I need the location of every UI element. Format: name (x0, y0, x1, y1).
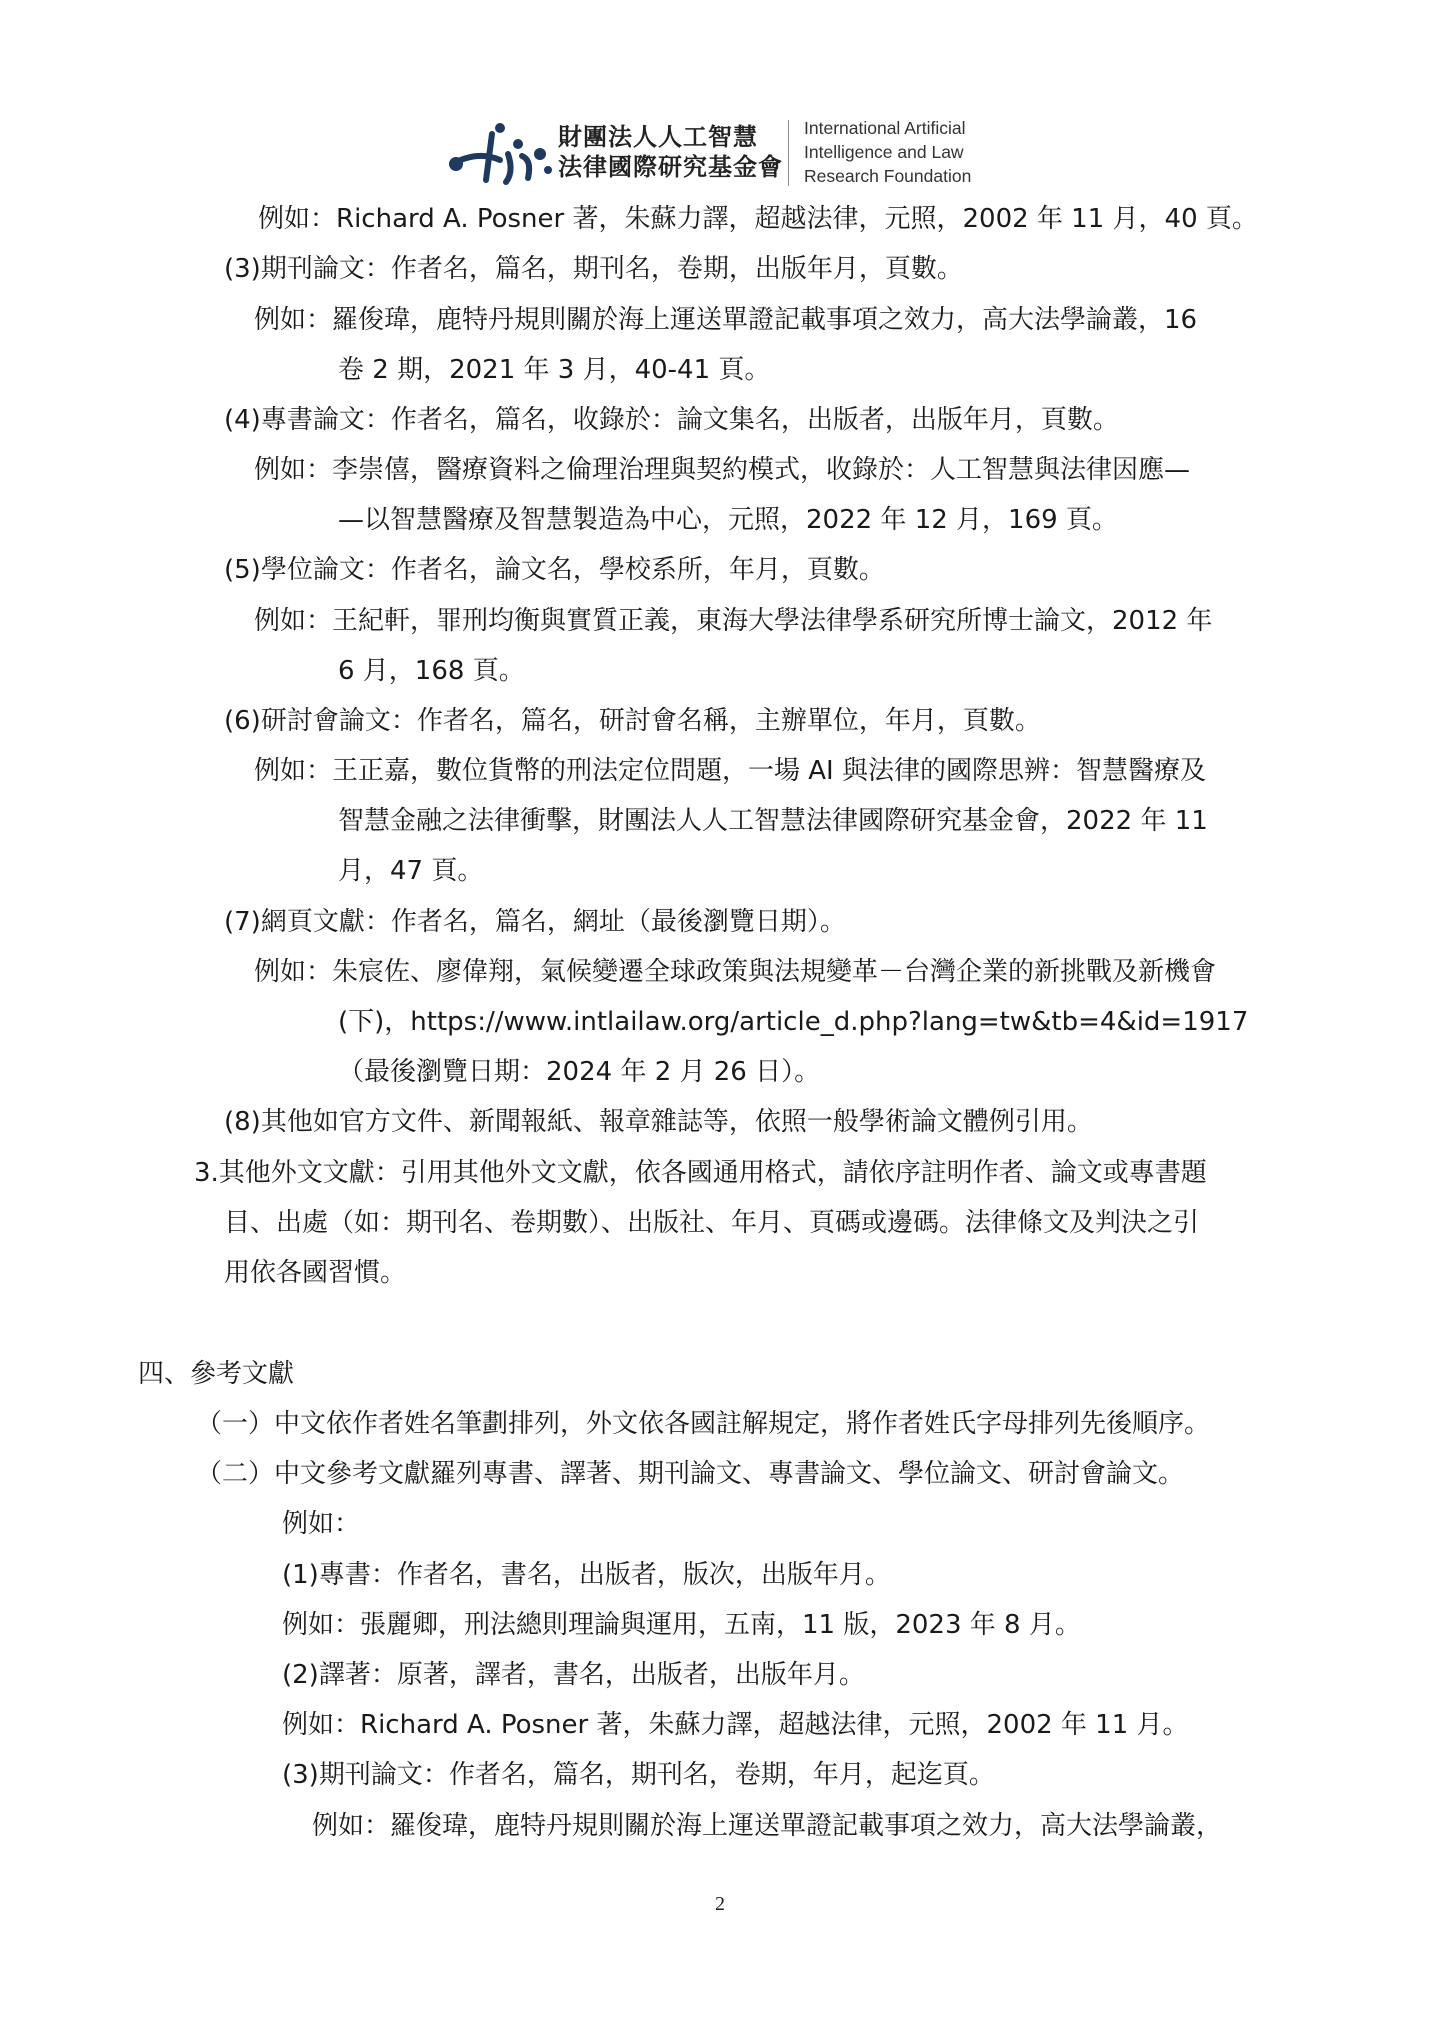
text-line: 例如：李崇僖，醫療資料之倫理治理與契約模式，收錄於：人工智慧與法律因應— (254, 455, 1191, 485)
text-line: (3)期刊論文：作者名，篇名，期刊名，卷期，年月，起迄頁。 (282, 1760, 995, 1790)
foundation-logo-icon (448, 120, 558, 190)
page-header (448, 112, 1008, 194)
text-line: 智慧金融之法律衝擊，財團法人人工智慧法律國際研究基金會，2022 年 11 (338, 806, 1208, 836)
text-line: 例如：Richard A. Posner 著，朱蘇力譯，超越法律，元照，2002 年 11 月。 (282, 1710, 1189, 1740)
text-line: 例如： (282, 1509, 361, 1539)
logo-divider (788, 120, 789, 186)
text-line: 月，47 頁。 (338, 856, 484, 886)
org-name-en-line3: Research Foundation (804, 166, 972, 186)
text-line: 例如：王正嘉，數位貨幣的刑法定位問題，一場 AI 與法律的國際思辨：智慧醫療及 (254, 756, 1206, 786)
text-line: （最後瀏覽日期：2024 年 2 月 26 日）。 (338, 1057, 821, 1087)
text-line: (5)學位論文：作者名，論文名，學校系所，年月，頁數。 (224, 555, 885, 585)
text-line: (下)，https://www.intlailaw.org/article_d.php?lang=tw&tb=4&id=1917 (338, 1007, 1249, 1037)
text-line: 例如：王紀軒，罪刑均衡與實質正義，東海大學法律學系研究所博士論文，2012 年 (254, 606, 1213, 636)
text-line: 目、出處（如：期刊名、卷期數）、出版社、年月、頁碼或邊碼。法律條文及判決之引 (224, 1208, 1200, 1238)
org-name-zh (558, 122, 783, 182)
text-line: 用依各國習慣。 (224, 1258, 407, 1288)
text-line: (2)譯著：原著，譯者，書名，出版者，出版年月。 (282, 1660, 865, 1690)
text-line: (3)期刊論文：作者名，篇名，期刊名，卷期，出版年月，頁數。 (224, 254, 963, 284)
text-line: —以智慧醫療及智慧製造為中心，元照，2022 年 12 月，169 頁。 (338, 505, 1118, 535)
text-line: 例如：朱宸佐、廖偉翔，氣候變遷全球政策與法規變革－台灣企業的新挑戰及新機會 (254, 957, 1217, 987)
org-name-en-line2: Intelligence and Law (804, 142, 964, 162)
text-line: (7)網頁文獻：作者名，篇名，網址（最後瀏覽日期）。 (224, 907, 846, 937)
org-name-en (804, 116, 971, 188)
section-heading: 四、參考文獻 (138, 1359, 295, 1389)
text-line: 卷 2 期，2021 年 3 月，40-41 頁。 (338, 355, 771, 385)
org-name-zh-line1: 財團法人人工智慧 (558, 123, 758, 151)
page-number: 2 (715, 1893, 725, 1915)
text-line: 3.其他外文文獻：引用其他外文文獻，依各國通用格式，請依序註明作者、論文或專書題 (194, 1158, 1207, 1188)
text-line: 例如：張麗卿，刑法總則理論與運用，五南，11 版，2023 年 8 月。 (282, 1610, 1081, 1640)
text-line: （一）中文依作者姓名筆劃排列，外文依各國註解規定，將作者姓氏字母排列先後順序。 (196, 1409, 1211, 1439)
text-line: (1)專書：作者名，書名，出版者，版次，出版年月。 (282, 1560, 891, 1590)
text-line: (4)專書論文：作者名，篇名，收錄於：論文集名，出版者，出版年月，頁數。 (224, 405, 1119, 435)
text-line: (8)其他如官方文件、新聞報紙、報章雜誌等，依照一般學術論文體例引用。 (224, 1107, 1093, 1137)
text-line: 6 月，168 頁。 (338, 656, 525, 686)
text-line: 例如：羅俊瑋，鹿特丹規則關於海上運送單證記載事項之效力，高大法學論叢，16 (254, 305, 1198, 335)
text-line: 例如：Richard A. Posner 著，朱蘇力譯，超越法律，元照，2002 年 11 月，40 頁。 (258, 204, 1258, 234)
text-line: 例如：羅俊瑋，鹿特丹規則關於海上運送單證記載事項之效力，高大法學論叢， (312, 1811, 1223, 1841)
text-line: （二）中文參考文獻羅列專書、譯著、期刊論文、專書論文、學位論文、研討會論文。 (196, 1459, 1185, 1489)
org-name-en-line1: International Artificial (804, 118, 966, 138)
text-line: (6)研討會論文：作者名，篇名，研討會名稱，主辦單位，年月，頁數。 (224, 706, 1041, 736)
org-name-zh-line2: 法律國際研究基金會 (558, 153, 783, 181)
